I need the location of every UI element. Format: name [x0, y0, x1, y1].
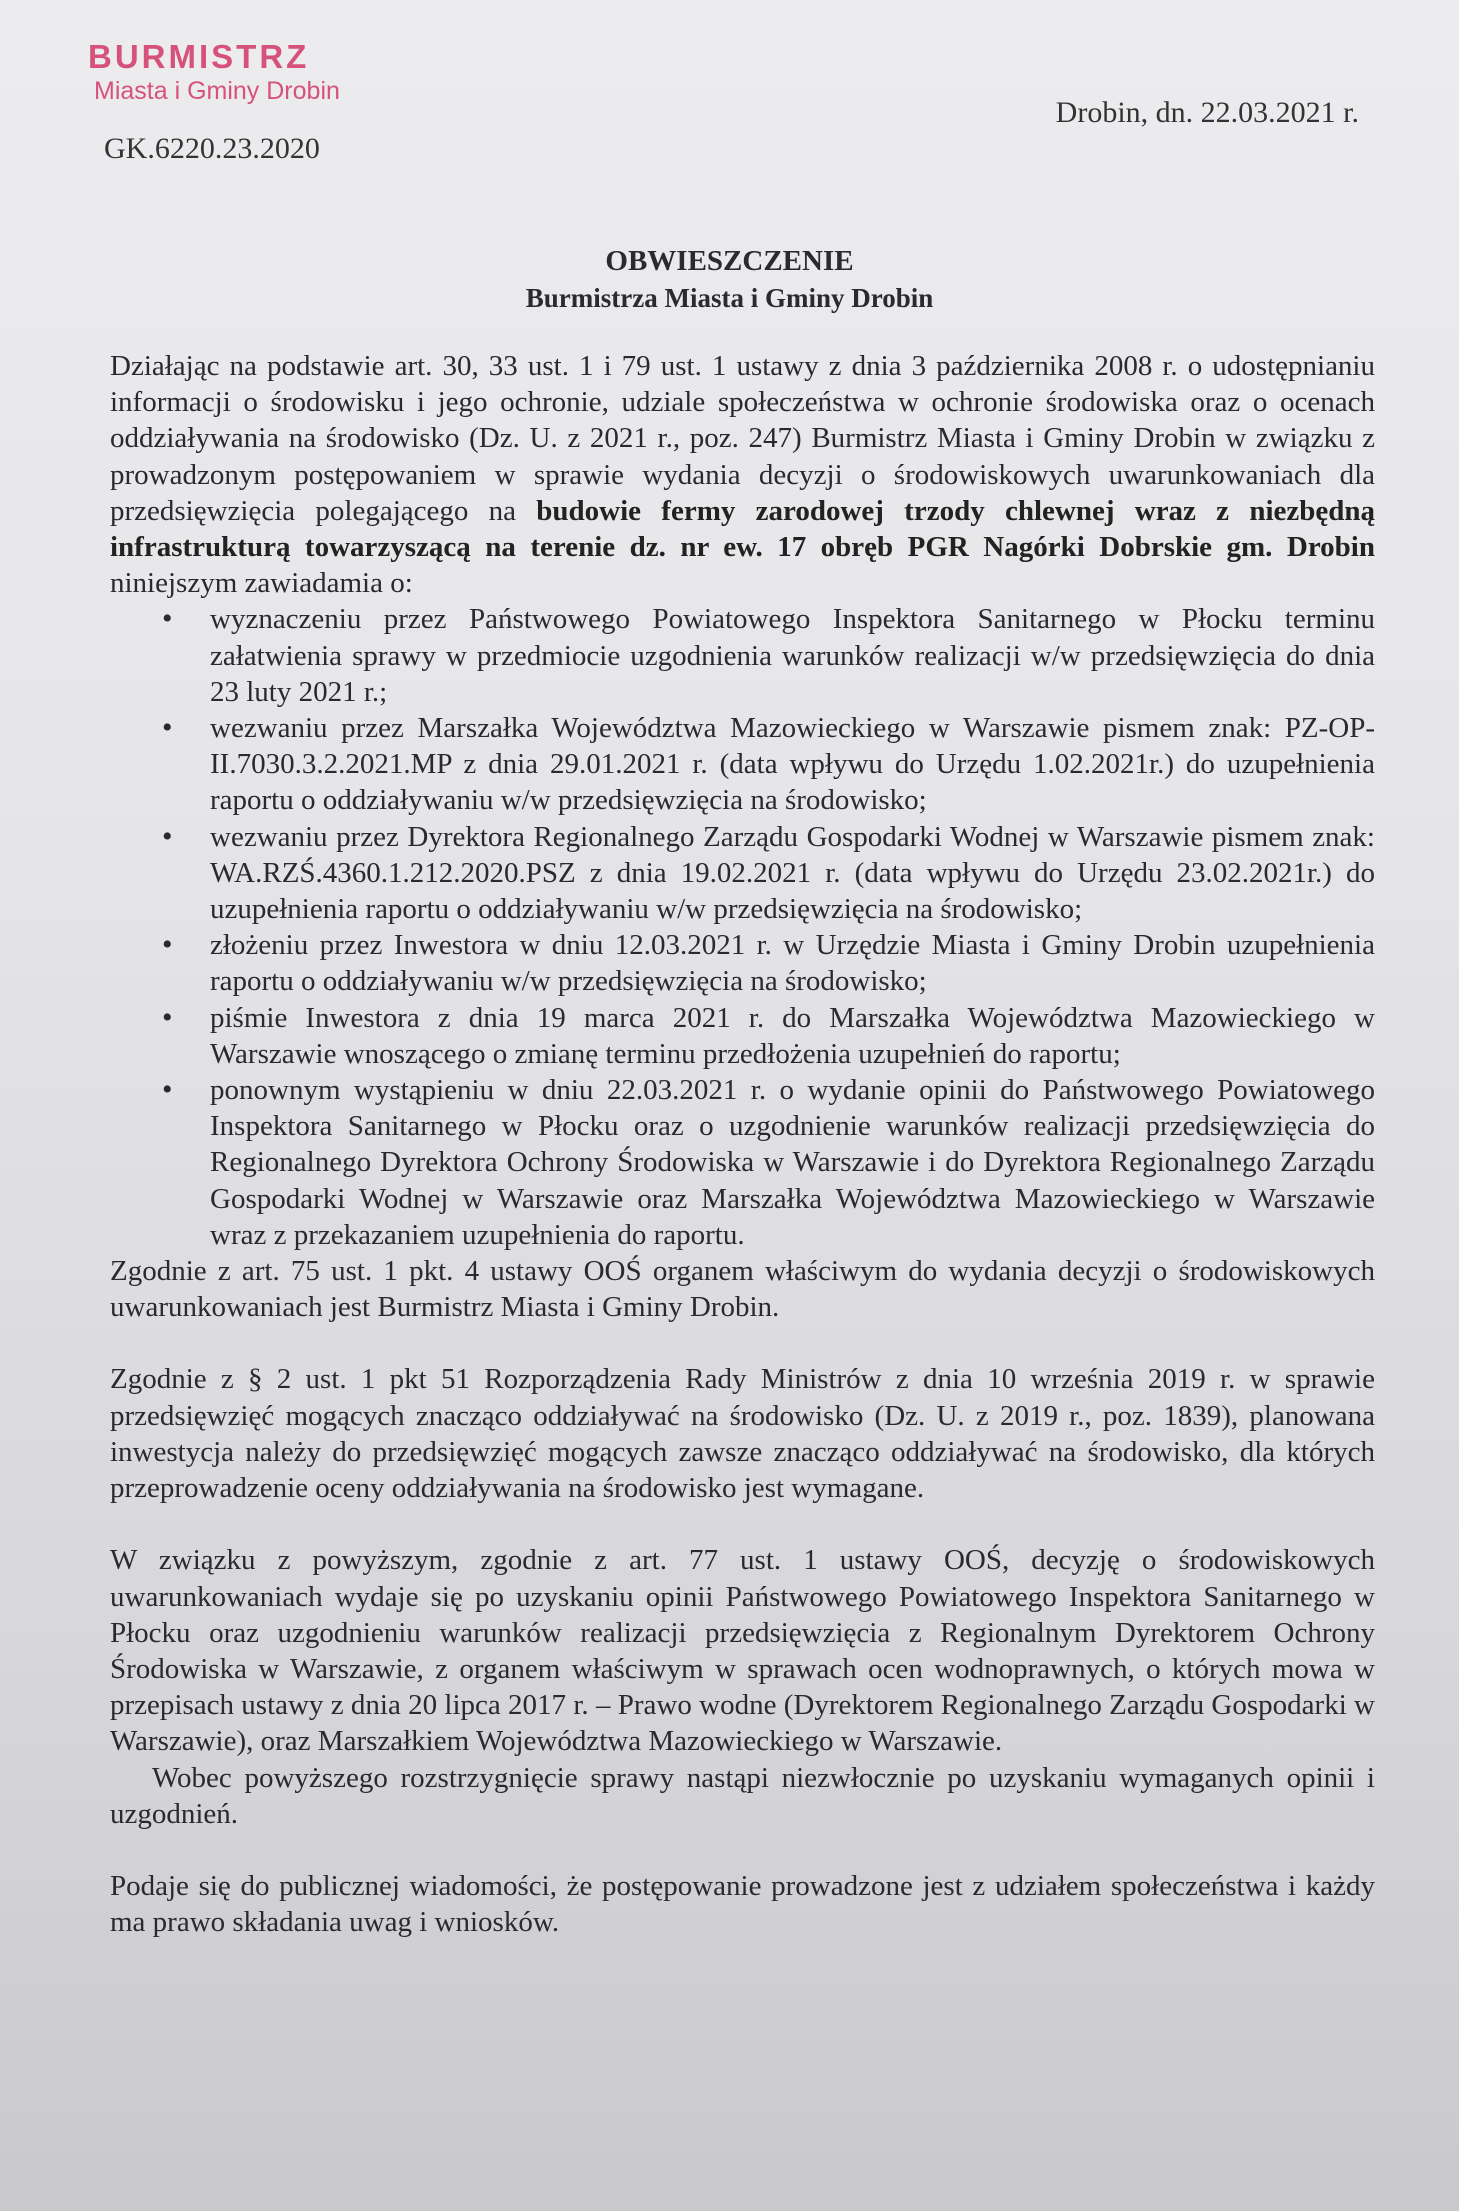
document-heading [0, 242, 1459, 316]
list-item: • ponownym wystąpieniu w dniu 22.03.2021 r. o wydanie opinii do Państwowego Powiatowego Inspektora Sanitarnego w Płocku oraz o uzgodnienie warunków realizacji przedsięwzięcia do Regionalnego Dyrektora Ochrony Środowiska w Warszawie i do Dyrektora Regionalnego Zarządu Gospodarki Wodnej w Warszawie oraz Marszałka Województwa Mazowieckiego w Warszawie wraz z przekazaniem uzupełnienia do raportu. [210, 1072, 1375, 1253]
decision-paragraph: W związku z powyższym, zgodnie z art. 77 ust. 1 ustawy OOŚ, decyzję o środowiskowych uwarunkowaniach wydaje się po uzyskaniu opinii Państwowego Powiatowego Inspektora Sanitarnego w Płocku oraz uzgodnieniu warunków realizacji przedsięwzięcia z Regionalnym Dyrektorem Ochrony Środowiska w Warszawie, z organem właściwym w sprawach ocen wodnoprawnych, o których mowa w przepisach ustawy z dnia 20 lipca 2017 r. – Prawo wodne (Dyrektorem Regionalnego Zarządu Gospodarki w Warszawie), oraz Marszałkiem Województwa Mazowieckiego w Warszawie. [110, 1544, 1375, 1758]
list-item: • piśmie Inwestora z dnia 19 marca 2021 r. do Marszałka Województwa Mazowieckiego w Warszawie wnoszącego o zmianę terminu przedłożenia uzupełnień do raportu; [210, 1000, 1375, 1072]
public-notice-paragraph: Podaje się do publicznej wiadomości, że postępowanie prowadzone jest z udziałem społeczeństwa i każdy ma prawo składania uwag i wniosków. [110, 1869, 1375, 1939]
date-line: Drobin, dn. 22.03.2021 r. [1055, 96, 1359, 129]
competent-authority-paragraph: Zgodnie z art. 75 ust. 1 pkt. 4 ustawy OOŚ organem właściwym do wydania decyzji o środowiskowych uwarunkowaniach jest Burmistrz Miasta i Gminy Drobin. [110, 1255, 1375, 1324]
intro-text-before: Działając na podstawie art. 30, 33 ust. 1 i 79 ust. 1 ustawy z dnia 3 października 2008 r. o udostępnianiu informacji o środowisku i jego ochronie, udziale społeczeństwa w ochronie środowiska oraz o ocenach oddziaływania na środowisko (Dz. U. z 2021 r., poz. 247) Burmistrz Miasta i Gminy Drobin w związku z prowadzonym postępowaniem w sprawie wydania decyzji o środowiskowych uwarunkowaniach dla przedsięwzięcia polegającego na [110, 350, 1375, 527]
stamp-subtitle: Miasta i Gminy Drobin [94, 77, 340, 105]
mayor-stamp [88, 38, 340, 106]
intro-paragraph [110, 348, 1375, 601]
stamp-title: BURMISTRZ [88, 38, 310, 75]
list-item: • złożeniu przez Inwestora w dniu 12.03.2021 r. w Urzędzie Miasta i Gminy Drobin uzupełnienia raportu o oddziaływaniu w/w przedsięwzięcia na środowisko; [210, 927, 1375, 999]
intro-project-name: budowie fermy zarodowej trzody chlewnej wraz z niezbędną infrastrukturą towarzyszącą na terenie dz. nr ew. 17 obręb PGR Nagórki Dobrskie gm. Drobin [110, 494, 1375, 564]
regulation-paragraph: Zgodnie z § 2 ust. 1 pkt 51 Rozporządzenia Rady Ministrów z dnia 10 września 2019 r. w sprawie przedsięwzięć mogących znacząco oddziaływać na środowisko (Dz. U. z 2019 r., poz. 1839), planowana inwestycja należy do przedsięwzięć mogących zawsze znacząco oddziaływać na środowisko, dla których przeprowadzenie oceny oddziaływania na środowisko jest wymagane. [110, 1363, 1375, 1505]
case-reference: GK.6220.23.2020 [104, 132, 320, 165]
resolution-paragraph: Wobec powyższego rozstrzygnięcie sprawy nastąpi niezwłocznie po uzyskaniu wymaganych opinii i uzgodnień. [110, 1761, 1375, 1830]
document-subtitle: Burmistrza Miasta i Gminy Drobin [525, 283, 934, 313]
document-title: OBWIESZCZENIE [605, 245, 854, 277]
document-body [110, 348, 1375, 1940]
intro-text-after: niniejszym zawiadamia o: [110, 567, 413, 600]
notification-list [110, 601, 1375, 1253]
list-item: • wyznaczeniu przez Państwowego Powiatowego Inspektora Sanitarnego w Płocku terminu załatwienia sprawy w przedmiocie uzgodnienia warunków realizacji w/w przedsięwzięcia do dnia 23 luty 2021 r.; [210, 601, 1375, 710]
list-item: • wezwaniu przez Marszałka Województwa Mazowieckiego w Warszawie pismem znak: PZ-OP-II.7030.3.2.2021.MP z dnia 29.01.2021 r. (data wpływu do Urzędu 1.02.2021r.) do uzupełnienia raportu o oddziaływaniu w/w przedsięwzięcia na środowisko; [210, 710, 1375, 819]
list-item: • wezwaniu przez Dyrektora Regionalnego Zarządu Gospodarki Wodnej w Warszawie pismem znak: WA.RZŚ.4360.1.212.2020.PSZ z dnia 19.02.2021 r. (data wpływu do Urzędu 23.02.2021r.) do uzupełnienia raportu o oddziaływaniu w/w przedsięwzięcia na środowisko; [210, 819, 1375, 928]
